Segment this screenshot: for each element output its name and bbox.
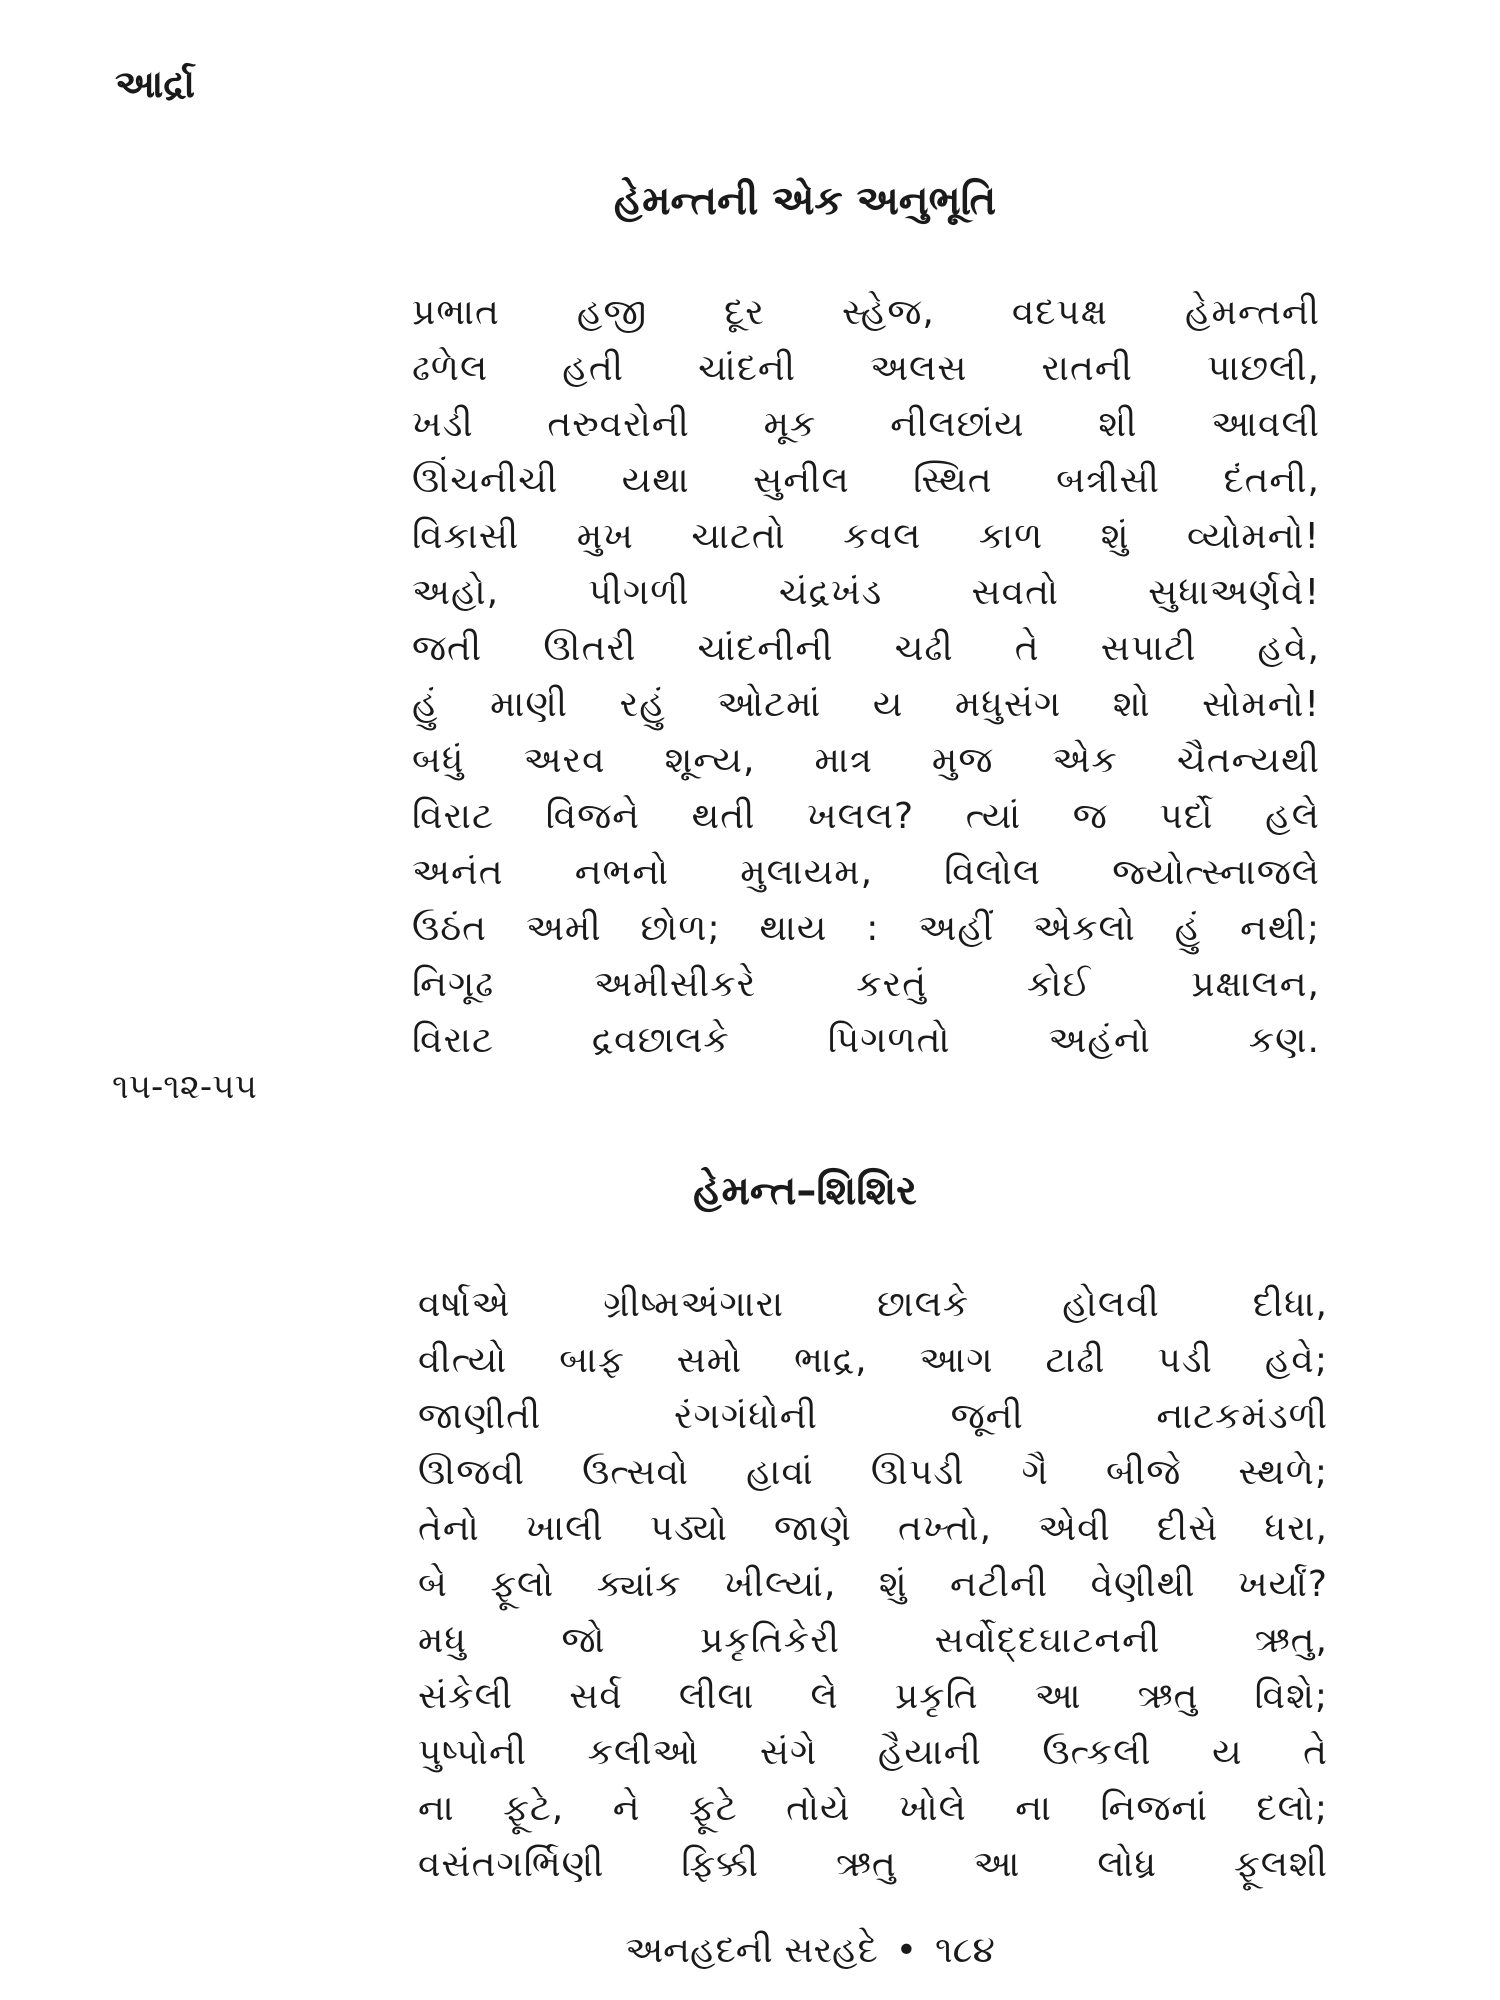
poem-line: ખડી તરુવરોની મૂક નીલછાંય શી આવલી bbox=[412, 404, 1320, 445]
poem-line: જતી ઊતરી ચાંદનીની ચઢી તે સપાટી હવે, bbox=[412, 628, 1320, 669]
poem-line: ના ફૂટે, ને ફૂટે તોયે ખોલે ના નિજનાં દલો; bbox=[418, 1788, 1328, 1829]
poem-line: નિગૂઢ અમીસીકરે કરતું કોઈ પ્રક્ષાલન, bbox=[412, 964, 1320, 1005]
poem-line: મધુ જો પ્રકૃતિકેરી સર્વોદ્દઘાટનની ઋતુ, bbox=[418, 1620, 1328, 1661]
poem-line: વીત્યો બાફ સમો ભાદ્ર, આગ ટાઢી પડી હવે; bbox=[418, 1340, 1328, 1381]
poem-line: ઢળેલ હતી ચાંદની અલસ રાતની પાછલી, bbox=[412, 348, 1320, 389]
poem-line: સંકેલી સર્વ લીલા લે પ્રકૃતિ આ ઋતુ વિશે; bbox=[418, 1676, 1328, 1717]
poem-line: જાણીતી રંગગંધોની જૂની નાટકમંડળી bbox=[418, 1396, 1328, 1437]
poem-line: ઊજવી ઉત્સવો હાવાં ઊપડી ગૈ બીજે સ્થળે; bbox=[418, 1452, 1328, 1493]
poem-body bbox=[418, 1277, 1328, 1893]
poem-line: અનંત નભનો મુલાયમ, વિલોલ જ્યોત્સ્નાજલે bbox=[412, 852, 1320, 893]
book-title: અનહદની સરહદે bbox=[625, 1930, 878, 1971]
poem-line: બે ફૂલો ક્યાંક ખીલ્યાં, શું નટીની વેણીથી ખર્યાં? bbox=[418, 1564, 1328, 1605]
poem-line: વિરાટ દ્રવછાલકે પિગળતો અહંનો કણ. bbox=[412, 1020, 1320, 1061]
page-footer bbox=[0, 1930, 1500, 1972]
poem-date: ૧૫-૧૨-૫૫ bbox=[112, 1067, 257, 1107]
poem-line: વિરાટ વિજને થતી ખલલ? ત્યાં જ પર્દો હલે bbox=[412, 796, 1320, 837]
poem-title: હેમન્તની એક અનુભૂતિ bbox=[613, 178, 997, 224]
poem-title: હેમન્ત–શિશિર bbox=[693, 1168, 917, 1214]
poem-line: બધું અરવ શૂન્ય, માત્ર મુજ એક ચૈતન્યથી bbox=[412, 740, 1320, 781]
poem-line: વસંતગર્ભિણી ફિક્કી ઋતુ આ લોધ્ર ફૂલશી bbox=[418, 1844, 1328, 1885]
poem-line: વર્ષાએ ગ્રીષ્મઅંગારા છાલકે હોલવી દીધા, bbox=[418, 1284, 1328, 1325]
poem-line: પુષ્પોની કલીઓ સંગે હૈયાની ઉત્કલી ય તે bbox=[418, 1732, 1328, 1773]
poem-line: વિકાસી મુખ ચાટતો કવલ કાળ શું વ્યોમનો! bbox=[412, 516, 1320, 557]
poem-line: તેનો ખાલી પડ્યો જાણે તખ્તો, એવી દીસે ધરા, bbox=[418, 1508, 1328, 1549]
poem-line: ઊંચનીચી યથા સુનીલ સ્થિત બત્રીસી દંતની, bbox=[412, 460, 1320, 501]
page-number: ૧૮૪ bbox=[935, 1930, 995, 1971]
poem-line: હું માણી રહું ઓટમાં ય મધુસંગ શો સોમનો! bbox=[412, 684, 1320, 725]
separator-dot: • bbox=[895, 1930, 918, 1971]
running-head: આર્દ્રા bbox=[115, 62, 196, 106]
poem-line: ઉઠંત અમી છોળ; થાય : અહીં એકલો હું નથી; bbox=[412, 908, 1320, 949]
poem-line: અહો, પીગળી ચંદ્રખંડ સવતો સુધાઅર્ણવે! bbox=[412, 572, 1320, 613]
poem-line: પ્રભાત હજી દૂર સ્હેજ, વદપક્ષ હેમન્તની bbox=[412, 292, 1320, 333]
poem-body bbox=[412, 285, 1320, 1069]
